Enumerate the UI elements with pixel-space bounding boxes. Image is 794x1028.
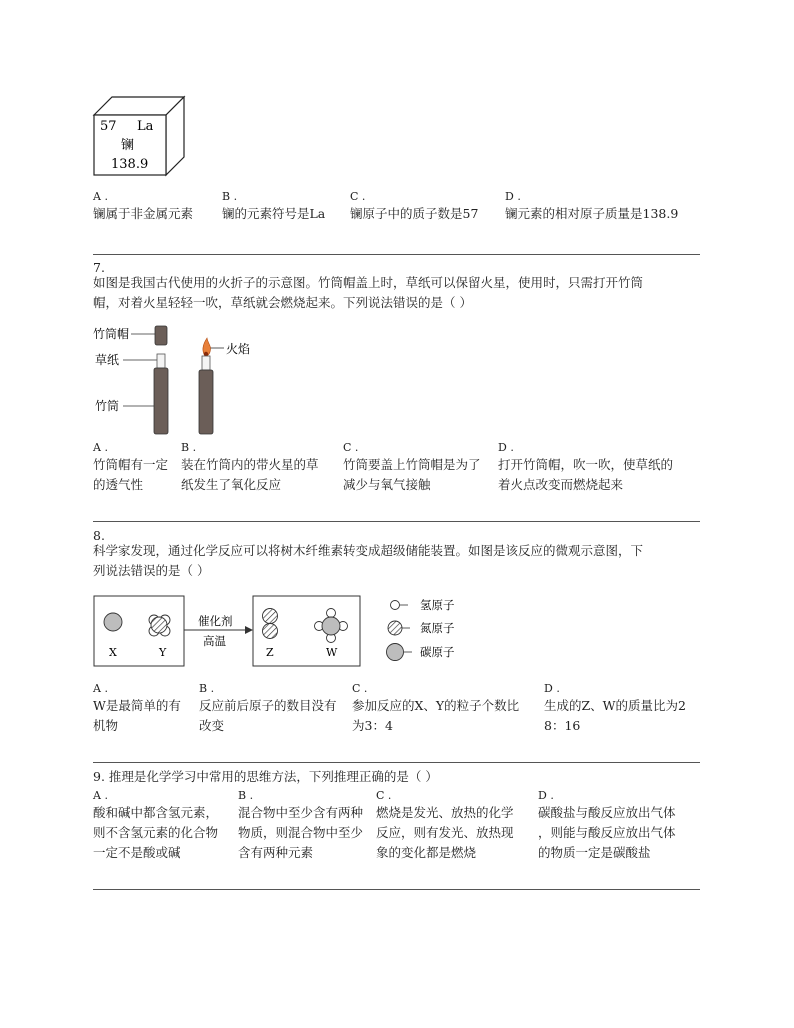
option-letter: C . <box>376 789 392 802</box>
q8-stem-line1: 科学家发现，通过化学反应可以将树木纤维素转变成超级储能装置。如图是该反应的微观示意图，下 <box>93 543 644 558</box>
label-y: Y <box>159 646 167 659</box>
option-text: 为3：4 <box>352 718 393 733</box>
element-card-figure <box>91 95 191 177</box>
option-text: 镧原子中的质子数是57 <box>350 206 479 221</box>
option-text: 纸发生了氧化反应 <box>181 477 282 492</box>
option-text: 8：16 <box>544 718 581 733</box>
option-text: 的物质一定是碳酸盐 <box>538 845 651 860</box>
paper-label: 草纸 <box>95 353 120 367</box>
option-text: 镧元素的相对原子质量是138.9 <box>505 206 679 221</box>
option-text: 则不含氢元素的化合物 <box>93 825 219 840</box>
option-text: 改变 <box>199 718 225 733</box>
option-letter: B . <box>222 190 238 203</box>
q7-stem-line1: 如图是我国古代使用的火折子的示意图。竹筒帽盖上时，草纸可以保留火星，使用时，只需打开竹筒 <box>93 275 644 290</box>
q9-stem: 9. 推理是化学学习中常用的思维方法，下列推理正确的是（ ） <box>93 769 438 784</box>
q7-option-a[interactable] <box>93 441 168 495</box>
q6-option-d[interactable] <box>505 190 678 224</box>
option-letter: A . <box>93 682 108 695</box>
option-text: 混合物中至少含有两种 <box>238 805 364 820</box>
element-number: 57 <box>100 119 117 134</box>
option-letter: A . <box>93 190 108 203</box>
option-letter: B . <box>199 682 215 695</box>
q9-option-b[interactable] <box>238 789 363 863</box>
q9-option-d[interactable] <box>538 789 676 863</box>
divider <box>93 762 700 763</box>
option-text: 着火点改变而燃烧起来 <box>498 477 624 492</box>
condition-label: 高温 <box>203 634 226 648</box>
option-text: 减少与氧气接触 <box>343 477 431 492</box>
option-letter: A . <box>93 441 108 454</box>
q6-option-c[interactable] <box>350 190 478 224</box>
option-text: 参加反应的X、Y的粒子个数比 <box>352 698 520 713</box>
legend-hydrogen: 氢原子 <box>420 598 455 612</box>
option-text: 镧的元素符号是La <box>222 206 326 221</box>
legend-nitrogen: 氮原子 <box>420 621 455 635</box>
option-text: ，则能与酸反应放出气体 <box>538 825 676 840</box>
option-text: 生成的Z、W的质量比为2 <box>544 698 686 713</box>
option-text: 物质，则混合物中至少 <box>238 825 364 840</box>
option-text: 竹筒帽有一定 <box>93 457 169 472</box>
q6-option-b[interactable] <box>222 190 325 224</box>
option-text: 反应，则有发光、放热现 <box>376 825 514 840</box>
option-letter: D . <box>538 789 554 802</box>
label-x: X <box>109 646 117 659</box>
q7-option-b[interactable] <box>181 441 319 495</box>
option-text: W是最简单的有 <box>93 698 181 713</box>
catalyst-label: 催化剂 <box>198 614 233 628</box>
divider <box>93 889 700 890</box>
divider <box>93 254 700 255</box>
option-text: 碳酸盐与酸反应放出气体 <box>538 805 676 820</box>
option-letter: C . <box>352 682 368 695</box>
option-letter: D . <box>505 190 521 203</box>
option-text: 一定不是酸或碱 <box>93 845 181 860</box>
option-text: 竹筒要盖上竹筒帽是为了 <box>343 457 481 472</box>
element-symbol: La <box>137 119 154 134</box>
q8-option-c[interactable] <box>352 682 519 736</box>
option-text: 装在竹筒内的带火星的草 <box>181 457 319 472</box>
option-text: 镧属于非金属元素 <box>93 206 194 221</box>
option-text: 含有两种元素 <box>238 845 314 860</box>
option-letter: B . <box>181 441 197 454</box>
option-text: 燃烧是发光、放热的化学 <box>376 805 514 820</box>
option-letter: D . <box>544 682 560 695</box>
divider <box>93 521 700 522</box>
q9-option-c[interactable] <box>376 789 514 863</box>
q8-option-d[interactable] <box>544 682 686 736</box>
option-text: 酸和碱中都含氢元素， <box>93 805 219 820</box>
cap-label: 竹筒帽 <box>93 327 130 341</box>
element-mass: 138.9 <box>111 157 149 172</box>
fire-starter-figure <box>93 322 263 437</box>
legend-carbon: 碳原子 <box>420 645 455 659</box>
option-letter: C . <box>343 441 359 454</box>
q8-option-b[interactable] <box>199 682 337 736</box>
tube-label: 竹筒 <box>95 399 120 413</box>
q8-number: 8. <box>93 528 105 543</box>
option-text: 机物 <box>93 718 119 733</box>
option-text: 象的变化都是燃烧 <box>376 845 477 860</box>
option-text: 打开竹筒帽，吹一吹，使草纸的 <box>498 457 674 472</box>
option-text: 的透气性 <box>93 477 144 492</box>
q8-stem-line2: 列说法错误的是（ ） <box>93 563 210 578</box>
q7-stem-line2: 帽，对着火星轻轻一吹，草纸就会燃烧起来。下列说法错误的是（ ） <box>93 295 472 310</box>
q9-option-a[interactable] <box>93 789 218 863</box>
option-letter: C . <box>350 190 366 203</box>
q8-option-a[interactable] <box>93 682 181 736</box>
option-letter: A . <box>93 789 108 802</box>
label-w: W <box>326 646 338 659</box>
q7-option-c[interactable] <box>343 441 481 495</box>
option-text: 反应前后原子的数目没有 <box>199 698 337 713</box>
q7-option-d[interactable] <box>498 441 673 495</box>
reaction-diagram <box>93 590 473 670</box>
q6-option-a[interactable] <box>93 190 193 224</box>
label-z: Z <box>266 646 274 659</box>
flame-label: 火焰 <box>226 342 251 356</box>
option-letter: B . <box>238 789 254 802</box>
element-name: 镧 <box>121 138 135 153</box>
q7-number: 7. <box>93 260 105 275</box>
option-letter: D . <box>498 441 514 454</box>
